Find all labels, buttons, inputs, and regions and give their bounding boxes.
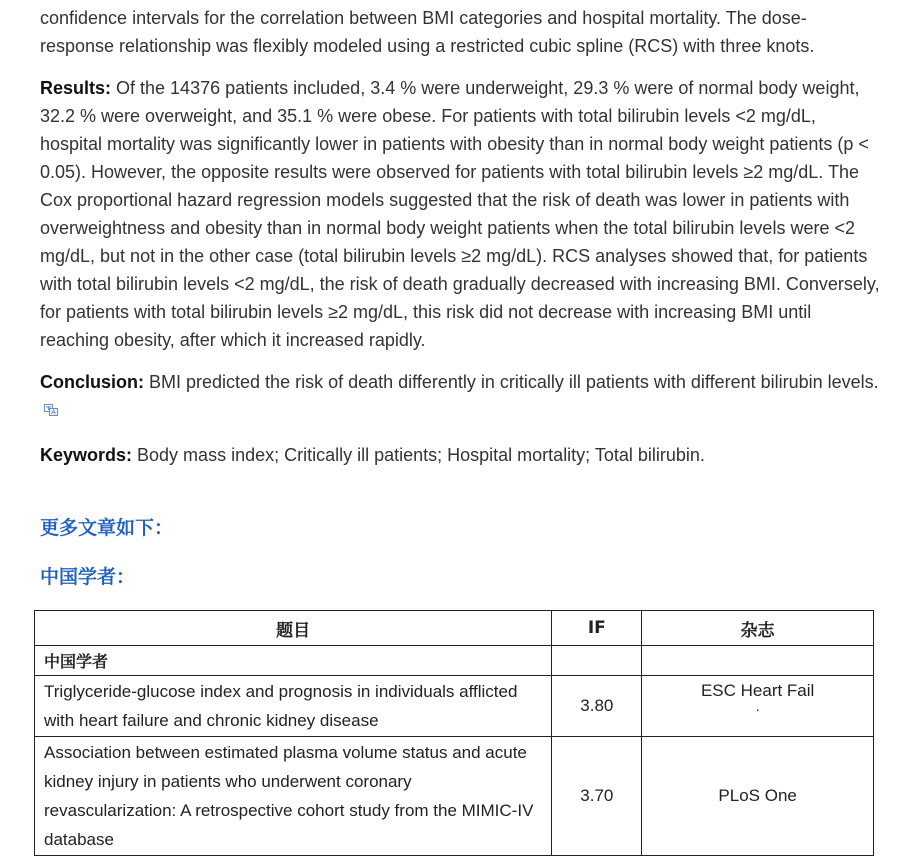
results-label: Results: [40, 78, 112, 98]
article-title: Triglyceride-glucose index and prognosis in individuals afflicted with heart failure and chronic kidney disease [35, 676, 552, 737]
results-paragraph [40, 74, 880, 354]
group-label: 中国学者 [35, 646, 552, 676]
keywords-paragraph [40, 441, 880, 469]
conclusion-text: BMI predicted the risk of death differently in critically ill patients with different bilirubin levels. [144, 372, 879, 392]
results-text: Of the 14376 patients included, 3.4 % were underweight, 29.3 % were of normal body weight, 32.2 % were overweight, and 35.1 % were obese. For patients with total bilirubin levels <2 mg/dL, hospital mortality was significantly lower in patients with obesity than in normal body weight patients (p < 0.05). However, the opposite results were observed for patients with total bilirubin levels ≥2 mg/dL. The Cox proportional hazard regression models suggested that the risk of death was lower in patients with overweightness and obesity than in normal body weight patients when the total bilirubin levels were <2 mg/dL, but not in the other case (total bilirubin levels ≥2 mg/dL). RCS analyses showed that, for patients with total bilirubin levels <2 mg/dL, the risk of death gradually decreased with increasing BMI. Conversely, for patients with total bilirubin levels ≥2 mg/dL, this risk did not decrease with increasing BMI until reaching obesity, after which it increased rapidly. [40, 78, 880, 350]
table-row [35, 676, 874, 737]
keywords-text: Body mass index; Critically ill patients; Hospital mortality; Total bilirubin. [132, 445, 705, 465]
header-journal: 杂志 [642, 611, 874, 646]
journal-suffix: . [755, 698, 760, 714]
impact-factor: 3.80 [552, 676, 642, 737]
group-empty-cell [642, 646, 874, 676]
conclusion-paragraph [40, 368, 880, 427]
group-row [35, 646, 874, 676]
header-if: IF [552, 611, 642, 646]
table-header-row [35, 611, 874, 646]
table-row [35, 737, 874, 856]
journal-name: PLoS One [642, 737, 874, 856]
articles-table [34, 610, 874, 856]
journal-name: ESC Heart Fail [700, 681, 815, 700]
journal-cell [642, 676, 874, 737]
more-articles-heading: 更多文章如下： [40, 517, 174, 539]
header-title: 题目 [35, 611, 552, 646]
chinese-scholars-heading: 中国学者： [40, 566, 136, 588]
abstract-body [40, 4, 880, 483]
impact-factor: 3.70 [552, 737, 642, 856]
translate-icon[interactable] [44, 396, 58, 408]
article-title: Association between estimated plasma volume status and acute kidney injury in patients who underwent coronary revascularization: A retrospective cohort study from the MIMIC-IV database [35, 737, 552, 856]
group-empty-cell [552, 646, 642, 676]
methods-paragraph: confidence intervals for the correlation between BMI categories and hospital mortality. The dose-response relationship was flexibly modeled using a restricted cubic spline (RCS) with three knots. [40, 8, 815, 56]
conclusion-label: Conclusion: [40, 372, 144, 392]
keywords-label: Keywords: [40, 445, 133, 465]
